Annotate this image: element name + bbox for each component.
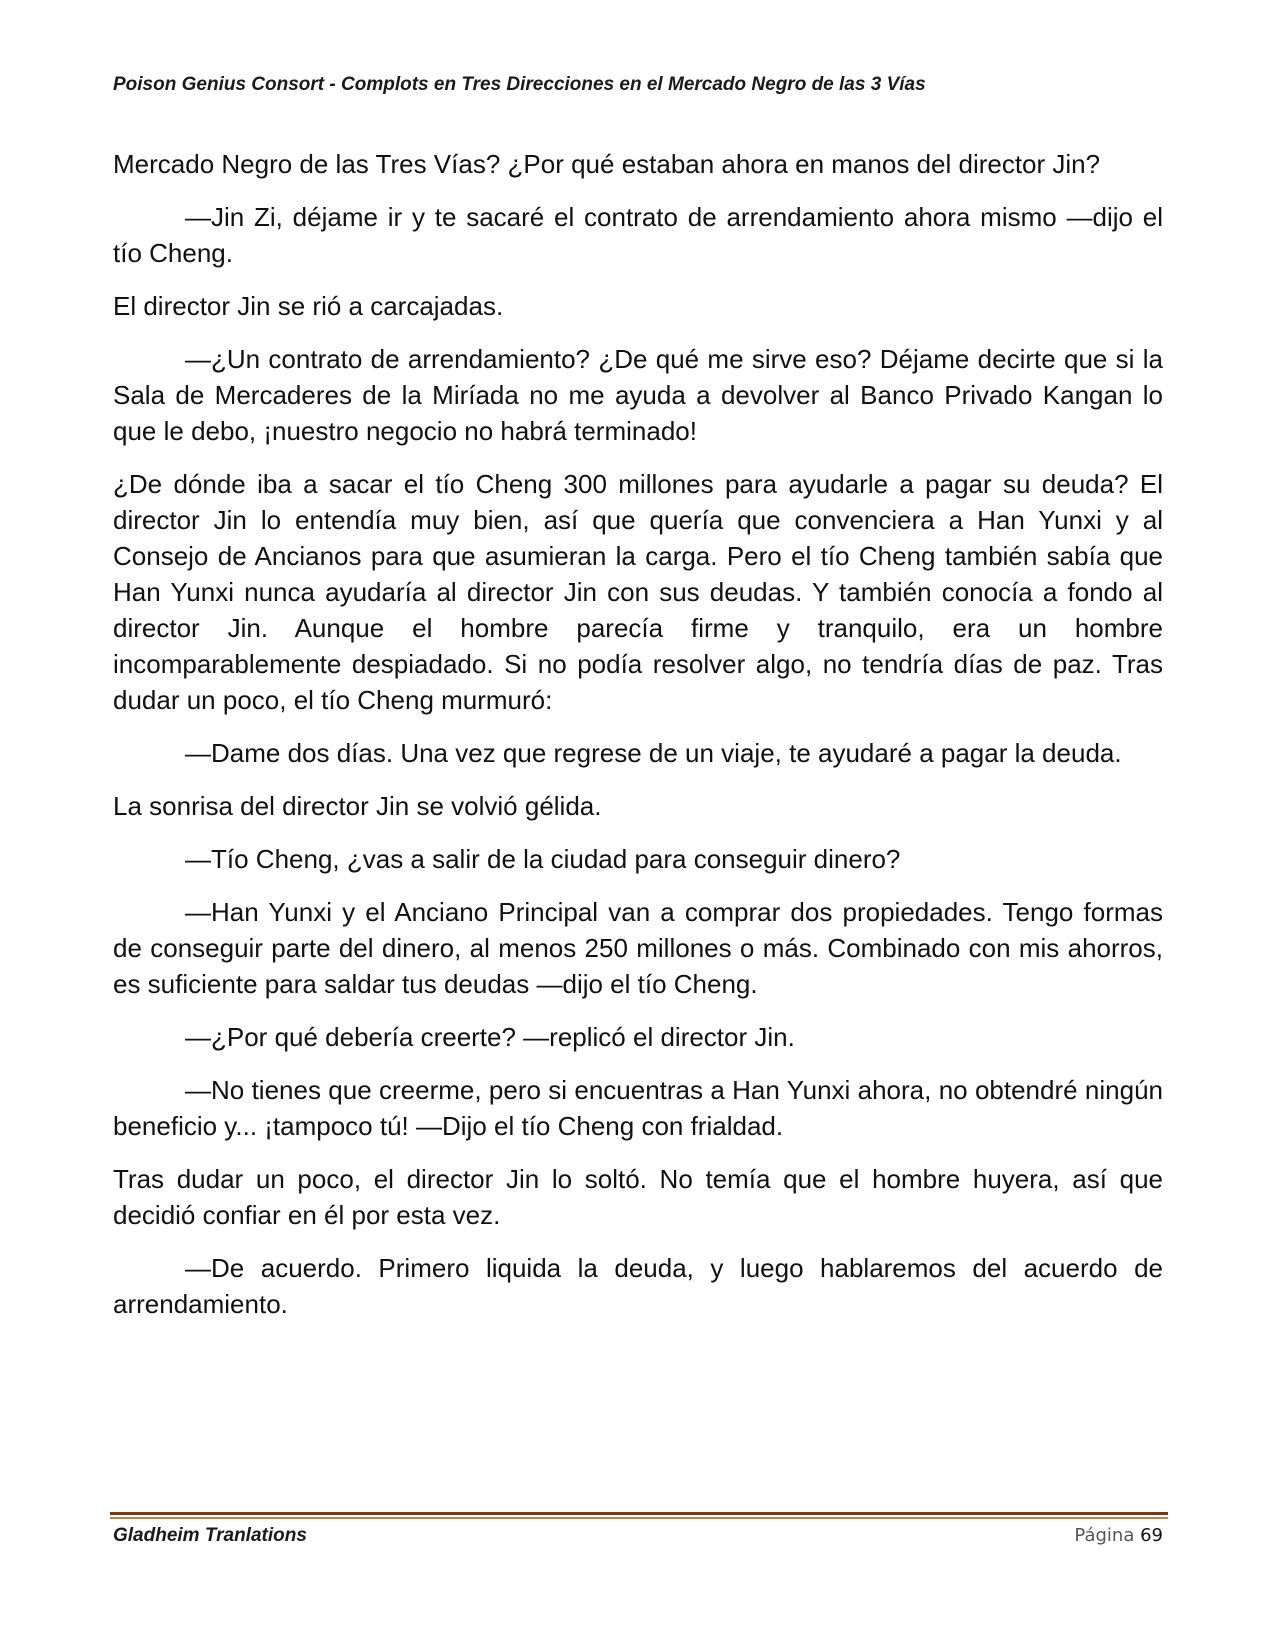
paragraph: Tras dudar un poco, el director Jin lo soltó. No temía que el hombre huyera, así que decidió confiar en él por esta vez. <box>113 1164 1163 1230</box>
page-body <box>113 146 1163 1339</box>
paragraph: —De acuerdo. Primero liquida la deuda, y luego hablaremos del acuerdo de arrendamiento. <box>113 1253 1163 1319</box>
footer-publisher: Gladheim Tranlations <box>113 1525 307 1546</box>
paragraph: —¿Un contrato de arrendamiento? ¿De qué me sirve eso? Déjame decirte que si la Sala de Mercaderes de la Miríada no me ayuda a devolver al Banco Privado Kangan lo que le debo, ¡nuestro negocio no habrá terminado! <box>113 344 1163 446</box>
page-header-title: Poison Genius Consort - Complots en Tres Direcciones en el Mercado Negro de las 3 Vías <box>113 74 926 95</box>
footer-divider-dark <box>110 1512 1168 1515</box>
paragraph: —Tío Cheng, ¿vas a salir de la ciudad para conseguir dinero? <box>185 844 901 874</box>
paragraph: —No tienes que creerme, pero si encuentras a Han Yunxi ahora, no obtendré ningún beneficio y... ¡tampoco tú! —Dijo el tío Cheng con frialdad. <box>113 1075 1163 1141</box>
paragraph: Mercado Negro de las Tres Vías? ¿Por qué estaban ahora en manos del director Jin? <box>113 149 1101 179</box>
footer-page-number <box>1074 1525 1163 1546</box>
paragraph: —Jin Zi, déjame ir y te sacaré el contrato de arrendamiento ahora mismo —dijo el tío Cheng. <box>113 202 1163 268</box>
paragraph: ¿De dónde iba a sacar el tío Cheng 300 millones para ayudarle a pagar su deuda? El director Jin lo entendía muy bien, así que quería que convenciera a Han Yunxi y al Consejo de Ancianos para que asumieran la carga. Pero el tío Cheng también sabía que Han Yunxi nunca ayudaría al director Jin con sus deudas. Y también conocía a fondo al director Jin. Aunque el hombre parecía firme y tranquilo, era un hombre incomparablemente despiadado. Si no podía resolver algo, no tendría días de paz. Tras dudar un poco, el tío Cheng murmuró: <box>113 469 1163 715</box>
footer-divider-light <box>110 1517 1168 1519</box>
paragraph: —Dame dos días. Una vez que regrese de un viaje, te ayudaré a pagar la deuda. <box>185 738 1122 768</box>
paragraph: —Han Yunxi y el Anciano Principal van a comprar dos propiedades. Tengo formas de conseguir parte del dinero, al menos 250 millones o más. Combinado con mis ahorros, es suficiente para saldar tus deudas —dijo el tío Cheng. <box>113 897 1163 999</box>
paragraph: La sonrisa del director Jin se volvió gélida. <box>113 791 602 821</box>
footer-divider <box>110 1512 1168 1520</box>
paragraph: El director Jin se rió a carcajadas. <box>113 291 504 321</box>
page-label: Página <box>1074 1525 1135 1546</box>
paragraph: —¿Por qué debería creerte? —replicó el director Jin. <box>185 1022 795 1052</box>
page-number: 69 <box>1140 1525 1163 1546</box>
